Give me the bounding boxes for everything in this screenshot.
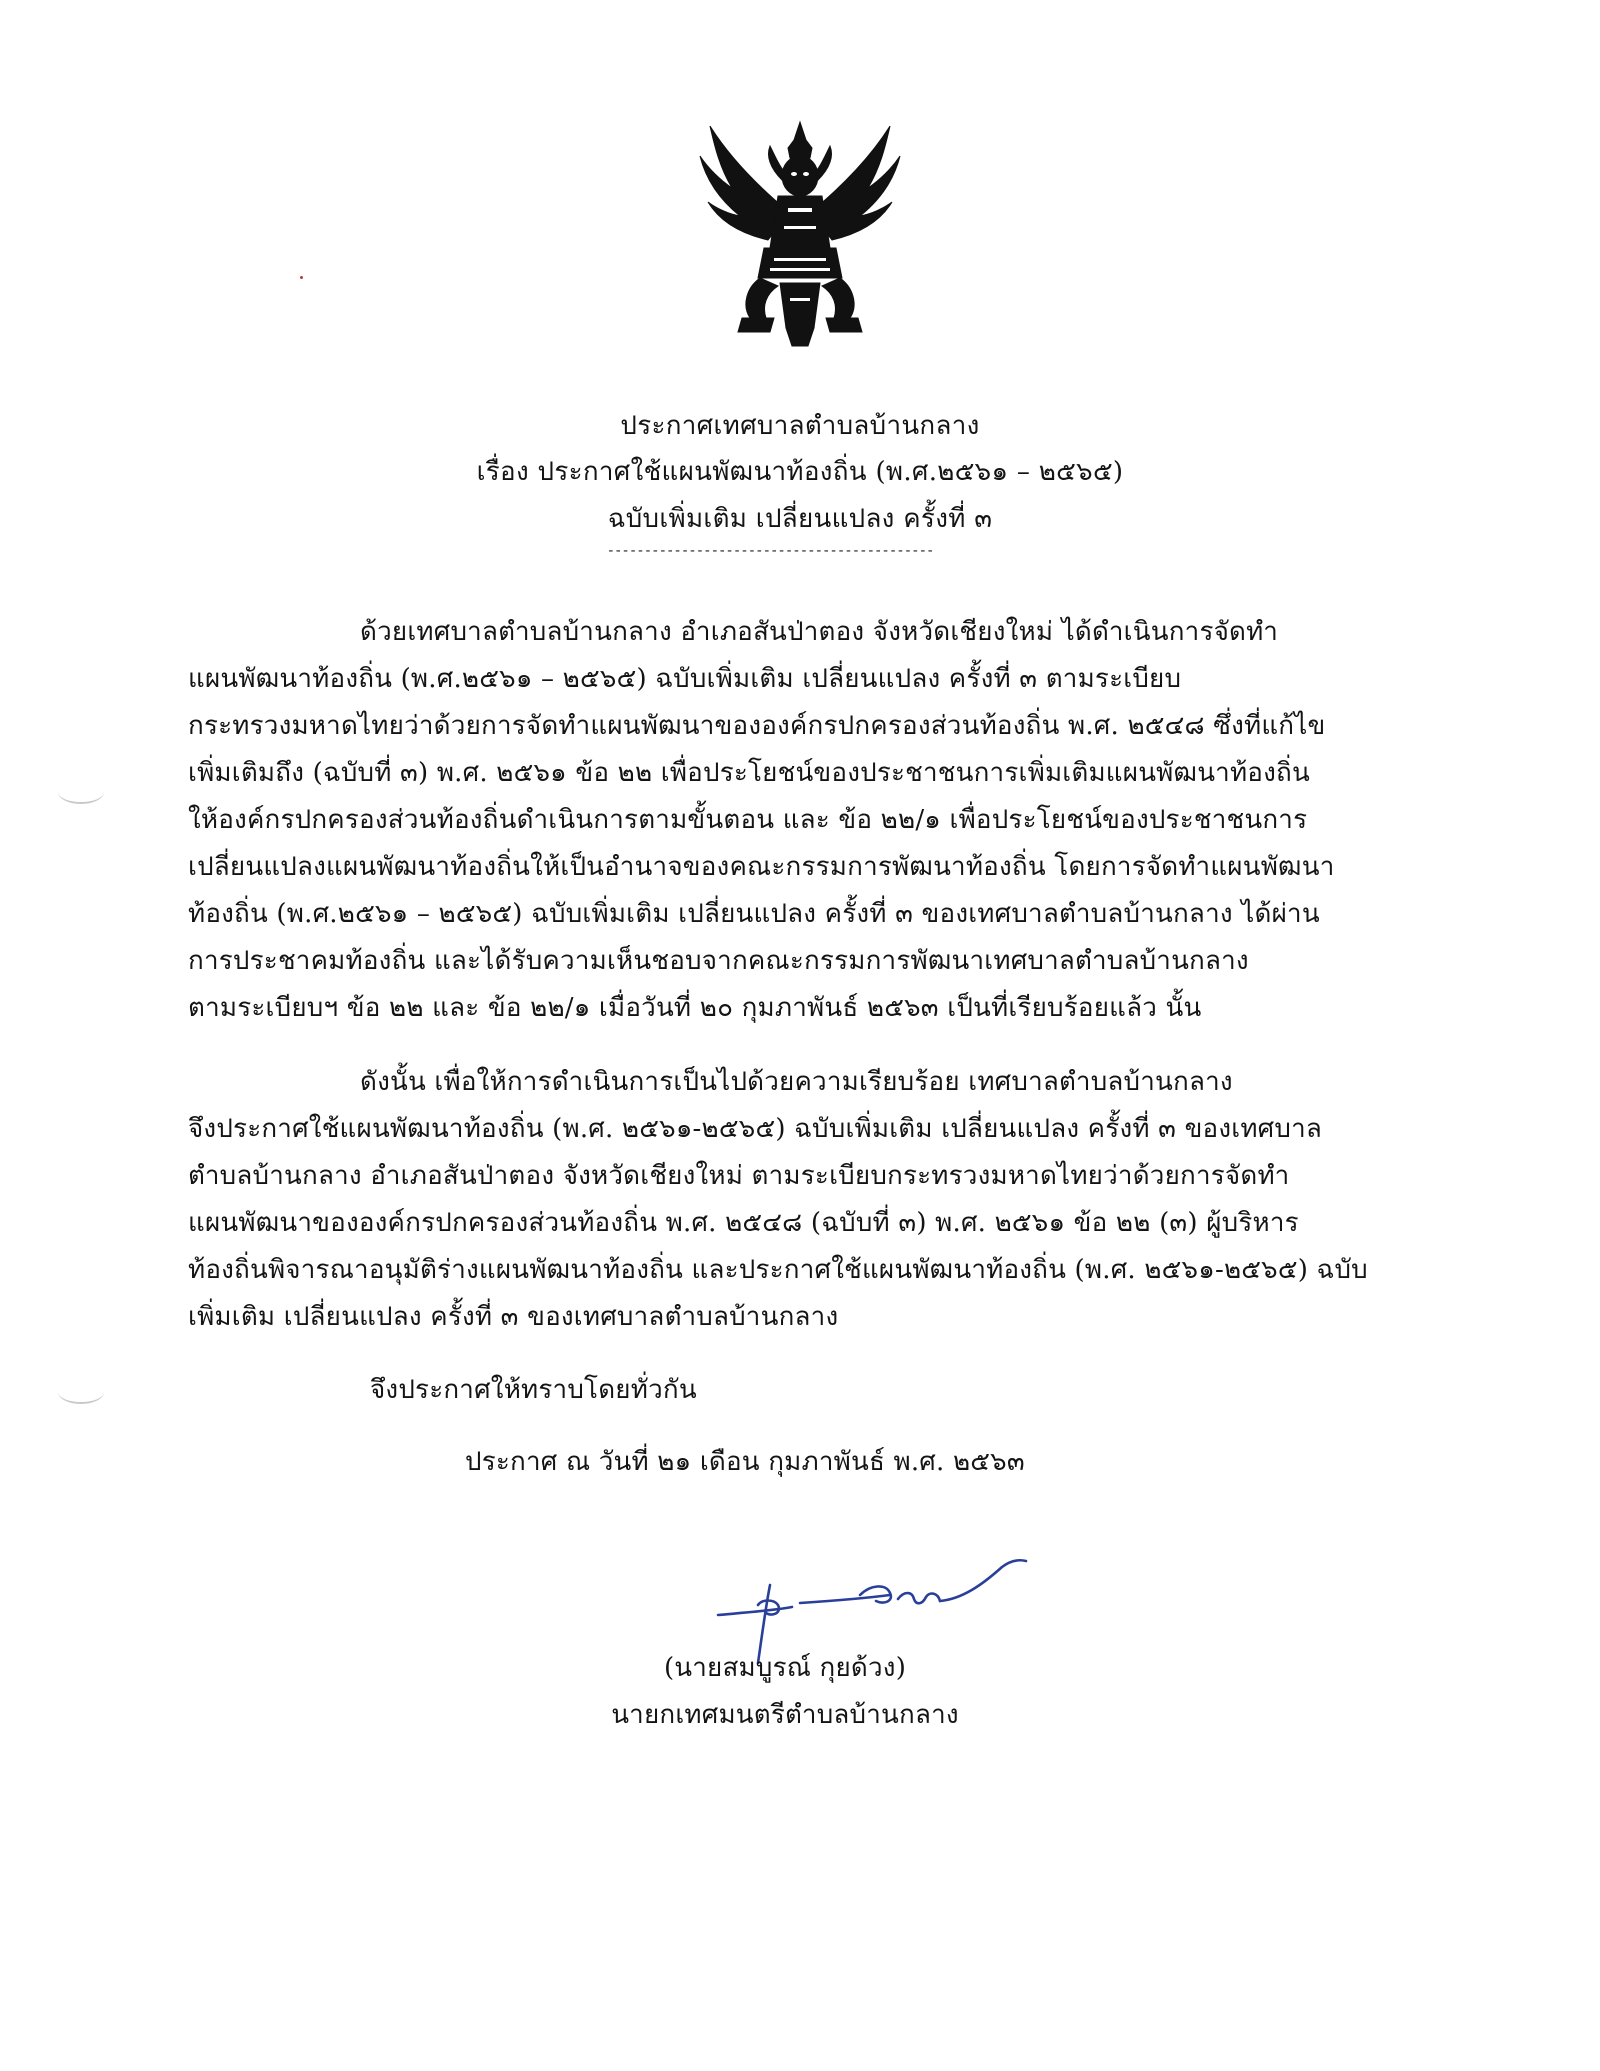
paragraph-2-line: ดังนั้น เพื่อให้การดำเนินการเป็นไปด้วยความเรียบร้อย เทศบาลตำบลบ้านกลาง — [360, 1067, 1233, 1097]
announcement-subject: เรื่อง ประกาศใช้แผนพัฒนาท้องถิ่น (พ.ศ.๒๕๖๑ – ๒๕๖๕) — [476, 457, 1124, 487]
paragraph-2-line: แผนพัฒนาขององค์กรปกครองส่วนท้องถิ่น พ.ศ. ๒๕๔๘ (ฉบับที่ ๓) พ.ศ. ๒๕๖๑ ข้อ ๒๒ (๓) ผู้บริหาร — [188, 1208, 1299, 1238]
announcement-edition: ฉบับเพิ่มเติม เปลี่ยนแปลง ครั้งที่ ๓ — [607, 504, 993, 534]
punch-hole-mark-lower — [58, 1380, 104, 1404]
paragraph-1-line: กระทรวงมหาดไทยว่าด้วยการจัดทำแผนพัฒนาขององค์กรปกครองส่วนท้องถิ่น พ.ศ. ๒๕๔๘ ซึ่งที่แก้ไข — [188, 711, 1326, 741]
paragraph-1-line: ให้องค์กรปกครองส่วนท้องถิ่นดำเนินการตามขั้นตอน และ ข้อ ๒๒/๑ เพื่อประโยชน์ของประชาชนการ — [188, 805, 1308, 835]
garuda-emblem-icon — [690, 118, 910, 350]
paragraph-1-line: ท้องถิ่น (พ.ศ.๒๕๖๑ – ๒๕๖๕) ฉบับเพิ่มเติม เปลี่ยนแปลง ครั้งที่ ๓ ของเทศบาลตำบลบ้านกลาง ได้ผ่าน — [188, 899, 1320, 929]
announcement-title: ประกาศเทศบาลตำบลบ้านกลาง — [620, 411, 980, 441]
paragraph-1-line: ด้วยเทศบาลตำบลบ้านกลาง อำเภอสันป่าตอง จังหวัดเชียงใหม่ ได้ดำเนินการจัดทำ — [360, 617, 1279, 647]
paragraph-1-line: แผนพัฒนาท้องถิ่น (พ.ศ.๒๕๖๑ – ๒๕๖๕) ฉบับเพิ่มเติม เปลี่ยนแปลง ครั้งที่ ๓ ตามระเบียบ — [188, 664, 1182, 694]
paragraph-1-line: เพิ่มเติมถึง (ฉบับที่ ๓) พ.ศ. ๒๕๖๑ ข้อ ๒๒ เพื่อประโยชน์ของประชาชนการเพิ่มเติมแผนพัฒนาท้องถิ่น — [188, 758, 1310, 788]
scan-speck — [300, 276, 303, 279]
paragraph-1-line: ตามระเบียบฯ ข้อ ๒๒ และ ข้อ ๒๒/๑ เมื่อวันที่ ๒๐ กุมภาพันธ์ ๒๕๖๓ เป็นที่เรียบร้อยแล้ว นั้น — [188, 993, 1202, 1023]
paragraph-2-line: จึงประกาศใช้แผนพัฒนาท้องถิ่น (พ.ศ. ๒๕๖๑-๒๕๖๕) ฉบับเพิ่มเติม เปลี่ยนแปลง ครั้งที่ ๓ ของเทศบาล — [188, 1114, 1323, 1144]
announcement-date: ประกาศ ณ วันที่ ๒๑ เดือน กุมภาพันธ์ พ.ศ. ๒๕๖๓ — [465, 1447, 1025, 1477]
closing-statement: จึงประกาศให้ทราบโดยทั่วกัน — [370, 1375, 697, 1405]
paragraph-2-line: เพิ่มเติม เปลี่ยนแปลง ครั้งที่ ๓ ของเทศบาลตำบลบ้านกลาง — [188, 1302, 839, 1332]
signatory-title: นายกเทศมนตรีตำบลบ้านกลาง — [611, 1700, 959, 1730]
punch-hole-mark-upper — [58, 780, 104, 804]
signatory-name: (นายสมบูรณ์ กุยด้วง) — [663, 1653, 907, 1683]
paragraph-2-line: ตำบลบ้านกลาง อำเภอสันป่าตอง จังหวัดเชียงใหม่ ตามระเบียบกระทรวงมหาดไทยว่าด้วยการจัดทำ — [188, 1161, 1290, 1191]
paragraph-1-line: การประชาคมท้องถิ่น และได้รับความเห็นชอบจากคณะกรรมการพัฒนาเทศบาลตำบลบ้านกลาง — [188, 946, 1249, 976]
paragraph-2-line: ท้องถิ่นพิจารณาอนุมัติร่างแผนพัฒนาท้องถิ่น และประกาศใช้แผนพัฒนาท้องถิ่น (พ.ศ. ๒๕๖๑-๒๕๖๕) ฉบับ — [188, 1255, 1368, 1285]
paragraph-1-line: เปลี่ยนแปลงแผนพัฒนาท้องถิ่นให้เป็นอำนาจของคณะกรรมการพัฒนาท้องถิ่น โดยการจัดทำแผนพัฒนา — [188, 852, 1335, 882]
heading-divider: -------------------------------------------- — [606, 543, 934, 559]
